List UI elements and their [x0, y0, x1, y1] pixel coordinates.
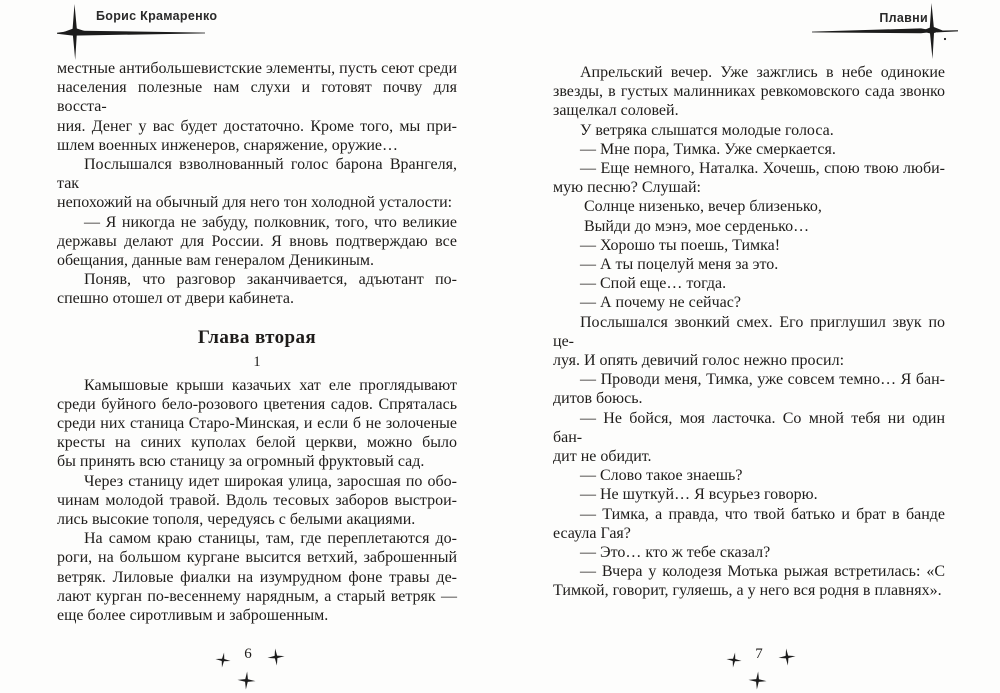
right-page-text [553, 63, 945, 601]
plus-sparkle-icon [266, 647, 286, 667]
text-line: — Не бойся, моя ласточка. Со мной тебя ни один бан- [553, 409, 945, 446]
text-line: ния. Денег у вас будет достаточно. Кроме того, мы при- [57, 117, 457, 135]
text-line: Через станицу идет широкая улица, заросшая по обо- [84, 472, 457, 490]
text-line: местные антибольшевистские элементы, пусть сеют среди [57, 60, 457, 77]
text-line: дитов боюсь. [553, 390, 643, 408]
text-line: Камышовые крыши казачьих хат еле проглядывают [84, 376, 457, 394]
text-line: ветряк. Лиловые фиалки на изумрудном фоне травы де- [57, 568, 457, 586]
text-line: — А ты поцелуй меня за это. [580, 256, 779, 274]
text-line: мую песню? Слушай: [553, 179, 701, 197]
text-line: — Я никогда не забуду, полковник, того, что великие [84, 213, 457, 231]
text-line: шлем военных инженеров, снаряжение, оружие… [57, 136, 399, 154]
text-line: еще более сиротливым и заброшенным. [57, 607, 329, 625]
section-number: 1 [253, 353, 261, 370]
plus-sparkle-icon [747, 670, 767, 690]
text-line: непохожий на обычный для него тон холодной усталости: [57, 194, 453, 212]
text-line: Апрельский вечер. Уже зажглись в небе одинокие [580, 64, 945, 81]
text-line: Тимкой, говорит, гуляешь, а у него вся родня в плавнях». [553, 582, 942, 600]
chapter-heading: Глава вторая [197, 326, 317, 348]
text-line: среди них станица Старо-Минская, и если б не золоченые [57, 415, 457, 433]
left-page-footer [209, 644, 287, 692]
text-line: роги, на большом кургане высится ветхий, заброшенный [57, 549, 457, 567]
text-line: кресты на синих куполах белой церкви, можно было [57, 434, 457, 452]
verse-line: Солнце низенько, вечер близенько, [584, 198, 822, 216]
verse-line: Выйди до мэнэ, мое серденько… [584, 217, 810, 235]
text-line: — Мне пора, Тимка. Уже смеркается. [580, 140, 836, 158]
plus-sparkle-icon [777, 647, 797, 667]
text-line: есаула Гая? [553, 524, 631, 542]
page-number: 7 [755, 646, 763, 662]
running-header-book-title: Плавни [879, 11, 928, 25]
text-line: Поняв, что разговор заканчивается, адъютант по- [84, 271, 457, 289]
text-line: — Хорошо ты поешь, Тимка! [580, 236, 781, 254]
text-line: бы принять всю станицу за огромный фруктовый сад. [57, 453, 425, 471]
text-line: обещания, данные вам генералом Деникиным. [57, 252, 374, 270]
text-line: — Это… кто ж тебе сказал? [580, 544, 771, 562]
text-line: — Проводи меня, Тимка, уже совсем темно… Я бан- [580, 371, 945, 389]
text-line: — Спой еще… тогда. [580, 275, 727, 293]
text-line: населения полезные нам слухи и готовят почву для восста- [57, 79, 457, 116]
running-header-author: Борис Крамаренко [96, 9, 218, 23]
plus-sparkle-icon [236, 670, 256, 690]
text-line: лись высокие тополя, чередуясь с белыми акациями. [57, 511, 416, 529]
text-line: спешно отошел от двери кабинета. [57, 290, 294, 308]
right-page-footer [720, 644, 798, 692]
text-line: — Еще немного, Наталка. Хочешь, спою твою люби- [580, 160, 945, 178]
text-line: — Тимка, а правда, что твой батько и брат в банде [580, 505, 945, 523]
text-line: дит не обидит. [553, 448, 652, 466]
text-line: На самом краю станицы, там, где переплетаются до- [84, 530, 457, 548]
text-line: — Не шуткуй… Я всурьез говорю. [580, 486, 818, 504]
text-line: державы делают для России. Я вновь подтверждаю все [57, 232, 457, 250]
text-line: У ветряка слышатся молодые голоса. [580, 121, 834, 139]
text-line: Послышался звонкий смех. Его приглушил звук по це- [553, 313, 945, 350]
left-page-text [57, 59, 457, 625]
text-line: звезды, в густых малинниках ревкомовского сада звонко [553, 83, 945, 101]
text-line: защелкал соловей. [553, 102, 679, 120]
text-line: среди буйного бело-розового цветения садов. Спряталась [57, 395, 457, 413]
page-number: 6 [244, 646, 252, 662]
text-line: чинам молодой травой. Вдоль тесовых заборов выстрои- [57, 491, 457, 509]
text-line: — Слово такое знаешь? [580, 467, 743, 485]
text-line: луя. И опять девичий голос нежно просил: [553, 352, 845, 370]
header-rule-star-icon [800, 0, 970, 62]
text-line: — А почему не сейчас? [580, 294, 741, 312]
text-line: — Вчера у колодезя Мотька рыжая встретилась: «С [580, 563, 945, 581]
text-line: лают курган по-весеннему нарядным, а старый ветряк — [57, 587, 457, 605]
text-line: Послышался взволнованный голос барона Врангеля, так [57, 156, 457, 193]
